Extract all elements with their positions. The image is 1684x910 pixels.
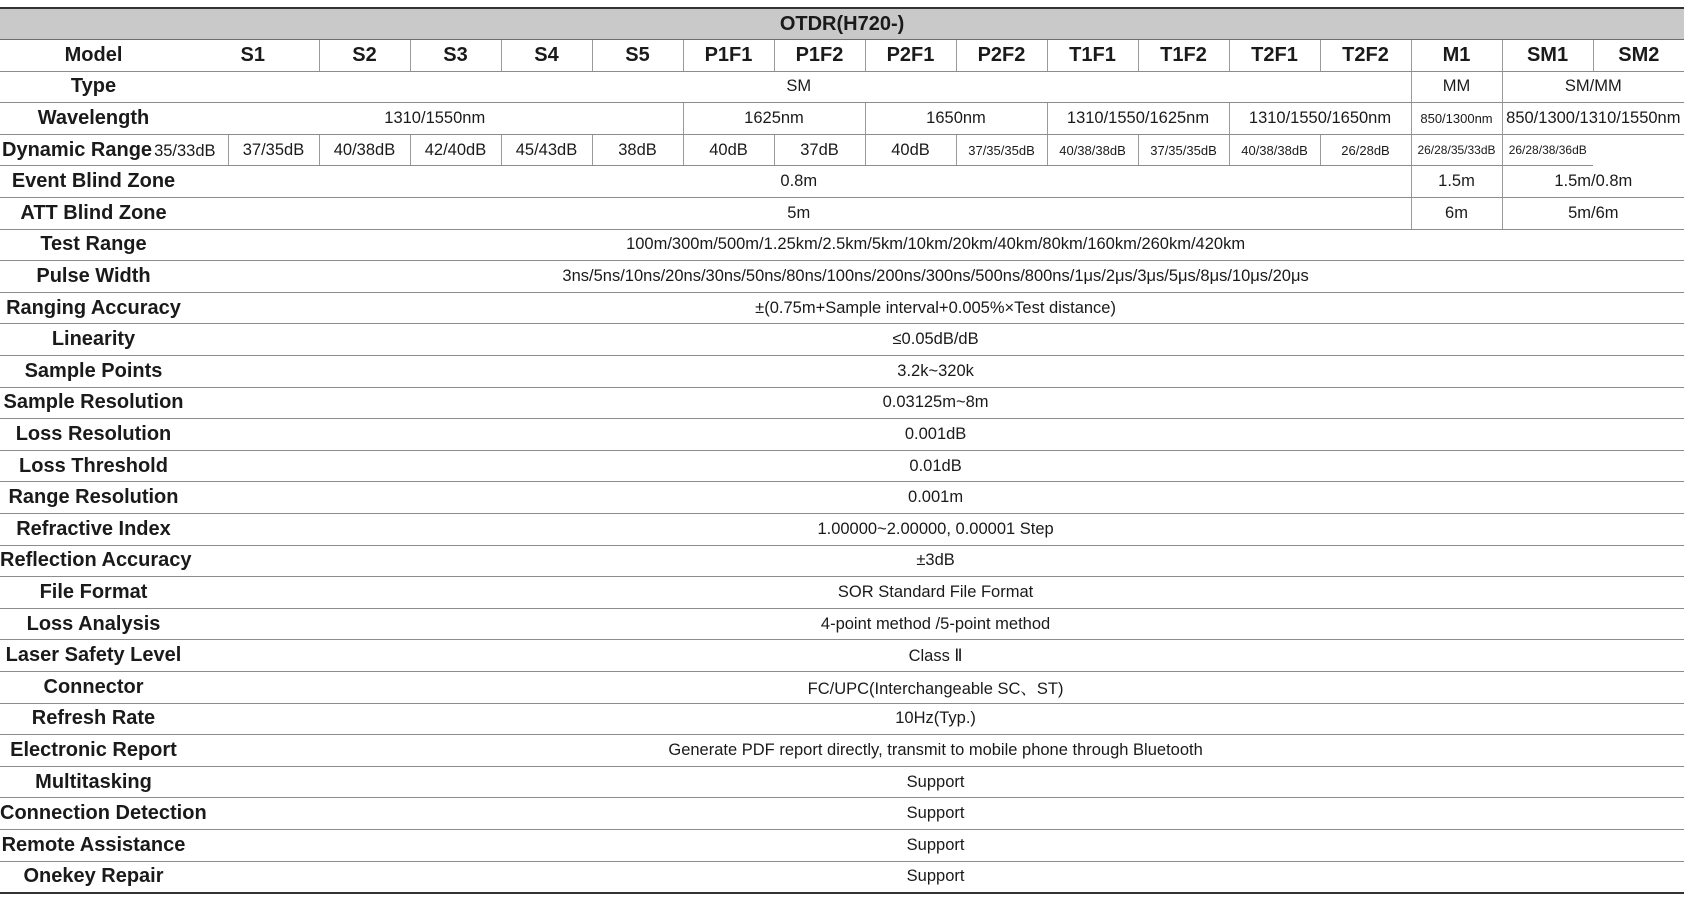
spec-label: Reflection Accuracy xyxy=(0,545,187,577)
model-s5: S5 xyxy=(592,40,683,72)
spec-value: 1.00000~2.00000, 0.00001 Step xyxy=(187,514,1684,546)
type-sm: SM xyxy=(187,71,1411,103)
spec-value: 3ns/5ns/10ns/20ns/30ns/50ns/80ns/100ns/200ns/300ns/500ns/800ns/1μs/2μs/3μs/5μs/8μs/10μs/20μs xyxy=(187,261,1684,293)
model-s4: S4 xyxy=(501,40,592,72)
spec-label: Laser Safety Level xyxy=(0,640,187,672)
spec-label: Connector xyxy=(0,671,187,703)
spec-value: Support xyxy=(187,861,1684,893)
model-s3: S3 xyxy=(410,40,501,72)
dynamic-range-t2f1: 37/35/35dB xyxy=(1138,134,1229,166)
spec-label: Linearity xyxy=(0,324,187,356)
spec-value: FC/UPC(Interchangeable SC、ST) xyxy=(187,671,1684,703)
spec-label: Ranging Accuracy xyxy=(0,292,187,324)
dynamic-range-t2f2: 40/38/38dB xyxy=(1229,134,1320,166)
spec-value: ±3dB xyxy=(187,545,1684,577)
model-row xyxy=(0,40,1684,72)
model-p1f2: P1F2 xyxy=(774,40,865,72)
dynamic-range-row xyxy=(0,134,1684,166)
model-t1f2: T1F2 xyxy=(1138,40,1229,72)
dynamic-range-p2f2: 40dB xyxy=(865,134,956,166)
dynamic-range-s1: 35/33dB xyxy=(154,141,216,160)
type-smmm: SM/MM xyxy=(1502,71,1684,103)
spec-value: Support xyxy=(187,829,1684,861)
spec-label: Loss Resolution xyxy=(0,419,187,451)
spec-value: 4-point method /5-point method xyxy=(187,608,1684,640)
spec-label: Pulse Width xyxy=(0,261,187,293)
spec-label: Range Resolution xyxy=(0,482,187,514)
dynamic-range-sm1: 26/28/35/33dB xyxy=(1411,134,1502,166)
dynamic-range-m1: 26/28dB xyxy=(1320,134,1411,166)
dynamic-range-p1f1: 38dB xyxy=(592,134,683,166)
spec-value: SOR Standard File Format xyxy=(187,577,1684,609)
dynamic-range-t1f2: 40/38/38dB xyxy=(1047,134,1138,166)
spec-row xyxy=(0,861,1684,893)
spec-row xyxy=(0,356,1684,388)
spec-label: Onekey Repair xyxy=(0,861,187,893)
spec-label: Refractive Index xyxy=(0,514,187,546)
spec-value: 0.03125m~8m xyxy=(187,387,1684,419)
type-label: Type xyxy=(0,71,187,103)
model-sm2: SM2 xyxy=(1593,40,1684,72)
dynamic-range-p2f1: 37dB xyxy=(774,134,865,166)
model-p2f1: P2F1 xyxy=(865,40,956,72)
spec-label: Loss Analysis xyxy=(0,608,187,640)
spec-row xyxy=(0,640,1684,672)
wavelength-t2: 1310/1550/1650nm xyxy=(1229,103,1411,135)
att-blind-zone-sm: 5m/6m xyxy=(1502,198,1684,230)
spec-row xyxy=(0,514,1684,546)
model-t1f1: T1F1 xyxy=(1047,40,1138,72)
spec-row xyxy=(0,608,1684,640)
spec-value: 10Hz(Typ.) xyxy=(187,703,1684,735)
spec-value: ≤0.05dB/dB xyxy=(187,324,1684,356)
event-blind-zone-m1: 1.5m xyxy=(1411,166,1502,198)
spec-label: Connection Detection xyxy=(0,798,187,830)
model-s1: S1 xyxy=(187,40,319,72)
model-p2f2: P2F2 xyxy=(956,40,1047,72)
spec-row xyxy=(0,261,1684,293)
spec-row xyxy=(0,545,1684,577)
wavelength-p2: 1650nm xyxy=(865,103,1047,135)
spec-row xyxy=(0,671,1684,703)
spec-row xyxy=(0,798,1684,830)
spec-row xyxy=(0,387,1684,419)
spec-row xyxy=(0,450,1684,482)
spec-value: Support xyxy=(187,766,1684,798)
spec-value: Generate PDF report directly, transmit to mobile phone through Bluetooth xyxy=(187,735,1684,767)
spec-label: Loss Threshold xyxy=(0,450,187,482)
model-p1f1: P1F1 xyxy=(683,40,774,72)
event-blind-zone-row xyxy=(0,166,1684,198)
wavelength-sm: 850/1300/1310/1550nm xyxy=(1502,103,1684,135)
event-blind-zone-label: Event Blind Zone xyxy=(0,166,187,198)
wavelength-t1: 1310/1550/1625nm xyxy=(1047,103,1229,135)
model-m1: M1 xyxy=(1411,40,1502,72)
spec-value: 0.001m xyxy=(187,482,1684,514)
spec-value: Support xyxy=(187,798,1684,830)
type-row xyxy=(0,71,1684,103)
wavelength-m1: 850/1300nm xyxy=(1411,103,1502,135)
dynamic-range-sm2: 26/28/38/36dB xyxy=(1502,134,1593,166)
spec-value: Class Ⅱ xyxy=(187,640,1684,672)
wavelength-row xyxy=(0,103,1684,135)
model-label: Model xyxy=(0,40,187,72)
model-sm1: SM1 xyxy=(1502,40,1593,72)
att-blind-zone-m1: 6m xyxy=(1411,198,1502,230)
spec-row xyxy=(0,229,1684,261)
att-blind-zone-main: 5m xyxy=(187,198,1411,230)
spec-row xyxy=(0,292,1684,324)
title-row xyxy=(0,8,1684,40)
spec-label: File Format xyxy=(0,577,187,609)
otdr-spec-table xyxy=(0,7,1684,894)
spec-value: ±(0.75m+Sample interval+0.005%×Test distance) xyxy=(187,292,1684,324)
event-blind-zone-main: 0.8m xyxy=(187,166,1411,198)
model-t2f2: T2F2 xyxy=(1320,40,1411,72)
event-blind-zone-sm: 1.5m/0.8m xyxy=(1502,166,1684,198)
spec-value: 0.001dB xyxy=(187,419,1684,451)
spec-label: Electronic Report xyxy=(0,735,187,767)
spec-row xyxy=(0,829,1684,861)
spec-row xyxy=(0,577,1684,609)
spec-row xyxy=(0,419,1684,451)
wavelength-label: Wavelength xyxy=(0,103,187,135)
wavelength-s: 1310/1550nm xyxy=(187,103,683,135)
spec-row xyxy=(0,324,1684,356)
spec-label: Sample Resolution xyxy=(0,387,187,419)
spec-row xyxy=(0,766,1684,798)
spec-label: Test Range xyxy=(0,229,187,261)
att-blind-zone-label: ATT Blind Zone xyxy=(0,198,187,230)
model-t2f1: T2F1 xyxy=(1229,40,1320,72)
dynamic-range-s2: 37/35dB xyxy=(228,134,319,166)
dynamic-range-p1f2: 40dB xyxy=(683,134,774,166)
dynamic-range-s5: 45/43dB xyxy=(501,134,592,166)
spec-label: Sample Points xyxy=(0,356,187,388)
type-mm: MM xyxy=(1411,71,1502,103)
dynamic-range-s3: 40/38dB xyxy=(319,134,410,166)
spec-row xyxy=(0,735,1684,767)
wavelength-p1: 1625nm xyxy=(683,103,865,135)
att-blind-zone-row xyxy=(0,198,1684,230)
spec-label: Multitasking xyxy=(0,766,187,798)
spec-value: 3.2k~320k xyxy=(187,356,1684,388)
spec-row xyxy=(0,703,1684,735)
dynamic-range-s4: 42/40dB xyxy=(410,134,501,166)
dynamic-range-label: Dynamic Range 35/33dB xyxy=(0,134,228,166)
dynamic-range-t1f1: 37/35/35dB xyxy=(956,134,1047,166)
spec-row xyxy=(0,482,1684,514)
table-title: OTDR(H720-) xyxy=(0,8,1684,40)
spec-label: Remote Assistance xyxy=(0,829,187,861)
spec-value: 0.01dB xyxy=(187,450,1684,482)
model-s2: S2 xyxy=(319,40,410,72)
spec-value: 100m/300m/500m/1.25km/2.5km/5km/10km/20km/40km/80km/160km/260km/420km xyxy=(187,229,1684,261)
spec-label: Refresh Rate xyxy=(0,703,187,735)
